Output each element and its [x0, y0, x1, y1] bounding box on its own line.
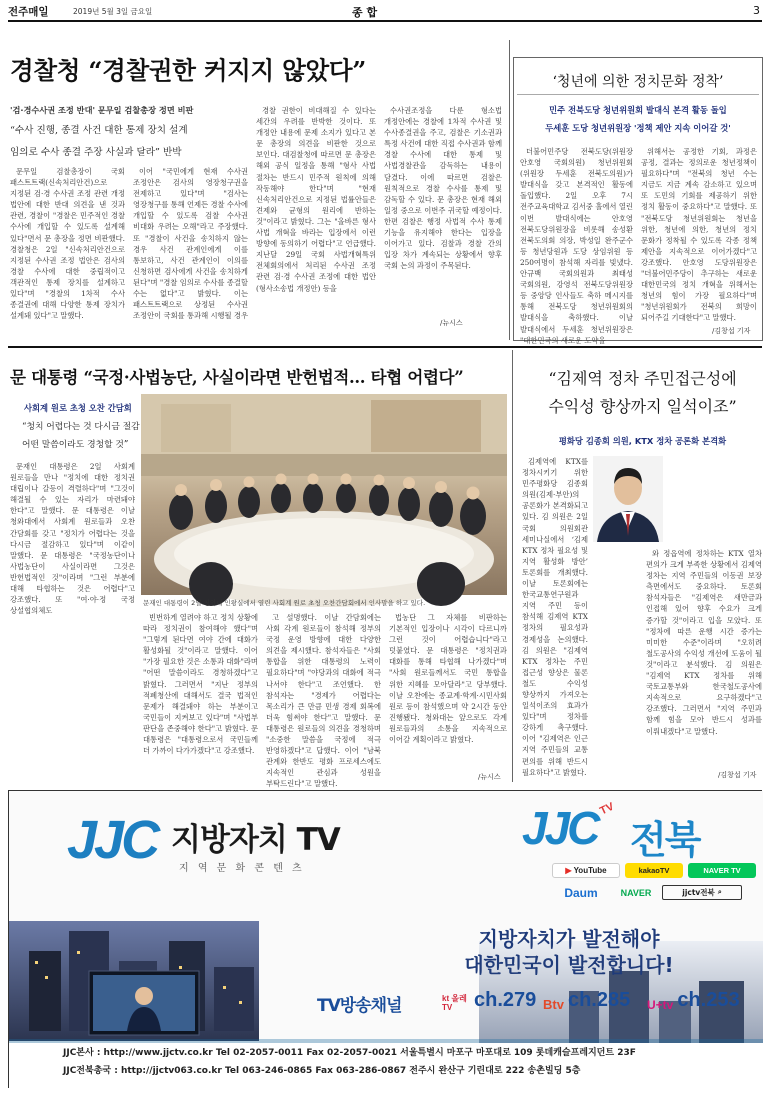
article2-subtitle-1: 민주 전북도당 청년위원회 발대식 본격 활동 돌입 — [549, 105, 727, 115]
article3-kicker: 사회계 원로 초청 오찬 간담회 — [24, 403, 132, 413]
article2-column-2: 위해서는 공정한 기회, 과정은 공정, 결과는 정의로운 청년정책이 필요하다"며 "전북의 청년 수는 지금도 지금 계속 감소하고 있으며 또 도민의 기회를 제공하기 위한 정치 활동이 중요하다"고 말했다. 또 "전북도당 청년위원회는 청년을 위한, 청년에 의한, 청년의 정치 문화가 정착될 수 있도록 각종 정책 제안을 지속적으로 이어가겠다"고 강조했다. 안호영 도당위원장은 "더불어민주당이 추구하는 새로운 대한민국의 정치 개혁을 위해서는 청년의 힘이 가장 필요하다"며 "청년위원회가 전북의 희망이 되어주길 기대한다"고 말했다. — [641, 147, 757, 323]
daum-chip — [552, 884, 610, 901]
daum-label: Daum — [564, 885, 598, 900]
ad-logo-sub: 전북 — [630, 818, 700, 862]
article2-byline: /김창섭 기자 — [712, 327, 751, 335]
article3-photo-caption: 문재인 대통령이 2일 청와대 인왕실에서 열린 사회계 원로 초청 오찬간담회에서 인사말을 하고 있다. — [143, 599, 426, 607]
ad-platform-row-1 — [552, 863, 757, 878]
ad-slogan-2: 대한민국이 발전합니다! — [464, 953, 674, 977]
article2-subtitle-2: 두세훈 도당 청년위원장 '정책 제안 지속 이어갈 것' — [545, 123, 731, 133]
column-divider — [509, 40, 510, 340]
ad-jjc-jeonbuk-logo — [512, 800, 757, 862]
ad-contact-jeonbuk: JJC전북총국 : http://jjctv063.co.kr Tel 063-246-0865 Fax 063-286-0867 전주시 완산구 기린대로 222 송촌빌딩 5층 — [63, 1066, 581, 1076]
naver-label: NAVER — [620, 887, 652, 898]
ad-contact-hq: JJC본사 : http://www.jjctv.co.kr Tel 02-2057-0011 Fax 02-2057-0021 서울특별시 마포구 마포대로 109 롯데캐슬프레지던트 23F — [63, 1048, 636, 1058]
article3-headline: 문 대통령 “국정·사법농단, 사실이라면 반헌법적… 타협 어렵다” — [10, 368, 464, 387]
section-name: 종 합 — [352, 6, 378, 19]
article4-subtitle: 평화당 김종회 의원, KTX 정차 공론화 본격화 — [558, 436, 727, 446]
article2-headline-rule — [517, 94, 759, 95]
youtube-chip — [552, 863, 620, 878]
uplus-channel-number: ch.253 — [677, 989, 740, 1011]
ad-logo-tv: TV — [598, 800, 616, 818]
page-header — [8, 4, 762, 20]
article1-column-4: 수사권조정을 다룬 형소법 개정안에는 경찰에 1차적 수사권 및 수사종결권을 주고, 검찰은 기소권과 특정 사건에 대한 직접 수사권과 함께 경찰 수사에 대한 통제 및 사법경찰관을 감독하는 내용이 담겼다. 이에 따르면 검찰은 원칙적으로 경찰 수사를 통제 및 감독할 수 있다. 문 총장은 현재 해외 일정 중으로 이번주 귀국할 예정이다. 한편 검찰은 행정 사법적 수사 통제 기능을 유지해야 한다는 입장을 이어가고 있다. 검찰과 경찰 간의 입장 차가 계속되는 상황에서 향후 국회 논의 과정이 주목된다. — [384, 106, 502, 271]
article3-column-2: 빈번하게 열려야 하고 정치 상황에 따라 정치권이 참여해야 했다"며 "그렇게 된다면 여야 간에 대화가 활성화될 것"이라고 말했다. 이어 "가장 필요한 것은 소통과 대화"라며 "어떤 말씀이라도 경청하겠다"고 밝혔다. 그러면서 "지난 정부의 적폐청산에 대해서도 결국 법적인 문제가 해결돼야 하는 부분이고 국민들이 지켜보고 있다"며 "사법부 판단을 존중해야 한다"고 밝혔다. 문 대통령은 "대통령으로서 국민들께 더 가까이 다가가겠다"고 강조했다. — [143, 613, 258, 756]
ad-jjc-logo: JJC — [67, 810, 158, 870]
politician-portrait-illustration — [593, 456, 663, 542]
article3-column-4: 법농단 그 자체를 비판하는 기본적인 입장이나 시각이 다르니까 그런 것이 어렵습니다"라고 덧붙였다. 문 대통령은 "정치권과 대화를 통해 타협해 나가겠다"며 "사회 원로들께서도 국민 통합을 위한 지혜를 모아달라"고 당부했다. 이날 오찬에는 종교계·학계·시민사회 원로 등이 참석했으며 약 2시간 동안 진행됐다. 청와대는 앞으로도 각계 원로들과의 소통을 지속적으로 이어갈 계획이라고 밝혔다. — [389, 613, 507, 745]
ad-banner — [8, 790, 762, 1088]
kt-logo: kt 올레TV — [442, 994, 467, 1012]
section-rule-1 — [8, 346, 762, 348]
kakaotv-label: kakaoTV — [638, 866, 670, 875]
navertv-label: NAVER TV — [703, 866, 741, 875]
article3-column-1: 문재인 대통령은 2일 사회계 원로들을 만나 "정치에 대한 정치권 대립이나 갈등이 격렬하다"며 "그것이 해결될 수 있는 자리가 마련돼야 한다"고 말했다. 문 대통령은 이날 청와대에서 사회계 원로들과 오찬 간담회를 갖고 "정치가 어렵다는 것을 다시금 절감하고 있다"며 이같이 말했다. 문 대통령은 "국정농단이나 사법농단이 사실이라면 그것은 반헌법적인 것"이라며 "그런 부분에 대해 타협하는 것은 어렵다"고 강조했다. 또 "여·야·정 국정 상설협의체도 — [10, 462, 135, 616]
article4-column-1-cont — [522, 548, 638, 780]
ad-platform-row-2 — [552, 884, 757, 901]
article3-subtitle-1: “청치 어렵다는 것 다시금 절감 — [22, 422, 140, 432]
article1-byline: /뉴시스 — [440, 319, 463, 327]
btv-channel-number: ch.285 — [567, 989, 631, 1011]
paper-name: 전주매일 — [8, 6, 49, 18]
article1-subtitle-1: “수사 진행, 종결 사건 대한 통제 장치 설계 — [10, 125, 188, 136]
ad-title: 지방자치 TV — [171, 822, 340, 858]
ad-logo-main: JJC — [522, 802, 598, 854]
column-divider-2 — [512, 350, 513, 782]
youtube-label: YouTube — [573, 866, 607, 875]
ad-tagline: 지 역 문 화 콘 텐 츠 — [179, 863, 305, 874]
header-rule — [8, 20, 762, 22]
article3-photo — [141, 394, 507, 595]
jjctv-label: jjctv전북 — [682, 888, 715, 897]
article3-column-3: 고 설명했다. 이날 간담회에는 사회 각계 원로들이 참석해 정부의 국정 운영 방향에 대한 다양한 의견을 제시했다. 참석자들은 "사회 통합을 위한 대통령의 노력이 필요하다"며 "야당과의 대화에 적극 나서야 한다"고 조언했다. 한 참석자는 "경제가 어렵다는 목소리가 큰 만큼 민생 경제 회복에 더욱 힘써야 한다"고 말했다. 문 대통령은 원로들의 의견을 경청하며 "소중한 말씀을 국정에 적극 반영하겠다"고 답했다. 이어 "남북 관계와 한반도 평화 프로세스에도 지속적인 관심과 성원을 부탁드린다"고 말했다. — [266, 613, 381, 789]
article2-headline: ‘청년에 의한 정치문화 정착’ — [552, 74, 724, 90]
uplus-logo: U+tv — [647, 998, 674, 1012]
article1-column-1: 문무일 검찰총장이 국회 패스트트랙(신속처리안건)으로 지정된 검·경 수사권 조정 관련 개정 법안에 대한 반대 의견을 낸 것과 관련, 경찰이 "경찰은 민주적인 경찰 수사에 개입할 수 있도록 설계해 있다"면서 문 총장을 정면 비판했다. 경찰청은 2일 "신속처리안건으로 지정된 수사권 조정 법안은 검사의 경찰 수사에 대한 중립적이고 객관적인 통제 장치를 설계하고 있다"며 "경찰의 1차적 수사 종결권에 대해 다양한 통제 장치가 설계돼 있다"고 말했다. — [10, 167, 125, 321]
kt-channel-number: ch.279 — [474, 989, 537, 1011]
article4-byline: /김창섭 기자 — [718, 771, 757, 779]
article4-portrait — [593, 456, 663, 542]
btv-logo: Btv — [543, 997, 564, 1012]
article4-headline-line-1: “김제역 정차 주민접근성에 — [548, 369, 737, 388]
article4-column-2: 와 정읍역에 정차하는 KTX 열차 편의가 크게 부족한 상황에서 김제역 정차는 지역 주민들의 이동권 보장 측면에서도 중요하다. 토론회 참석자들은 "김제역은 새만금과 인접해 있어 향후 수요가 크게 증가할 것"이라고 입을 모았다. 또 "정차에 따른 운행 시간 증가는 미미한 수준"이라며 "오히려 철도공사의 수익성 개선에 도움이 될 것"이라고 분석했다. 김 의원은 "김제역 KTX 정차를 위해 국토교통부와 한국철도공사에 지속적으로 요구하겠다"고 강조했다. 그러면서 "지역 주민과 함께 힘을 모아 반드시 성과를 이뤄내겠다"고 말했다. — [646, 549, 762, 736]
kakaotv-chip — [625, 863, 683, 878]
meeting-photo-illustration — [141, 394, 507, 595]
ad-channel-kt — [442, 989, 536, 1012]
naver-chip — [615, 885, 657, 900]
article4-headline-line-2: 수익성 향상까지 일석이조” — [548, 397, 737, 416]
article3-byline: /뉴시스 — [478, 773, 501, 781]
issue-date: 2019년 5월 3일 금요일 — [73, 7, 153, 16]
search-icon: ⌕ — [717, 888, 722, 896]
ad-channel-uplus — [647, 989, 740, 1012]
article1-headline: 경찰청 “경찰권한 커지지 않았다” — [10, 56, 367, 85]
youtube-play-icon: ▶ — [565, 866, 572, 875]
ad-channel-btv — [543, 989, 630, 1012]
jjctv-chip — [662, 885, 742, 900]
article2-column-1: 더불어민주당 전북도당(위원장 안호영 국회의원) 청년위원회(위원장 두세훈 전북도의원)가 발대식을 갖고 본격적인 활동에 돌입했다. 2일 오후 7시 전주교육대학교 김서중 홀에서 열린 이번 발대식에는 안호영 전북도당위원장을 비롯해 송성환 전북도의회 의장, 박성일 완주군수 등 청년당원과 도당 상임위원 등 250여명이 참석해 자리를 빛냈다. 안규백 국회의원과 최태성 국회의원, 강영석 전북도당위원장 등 중앙당 인사들도 축하 메시지를 통해 전북도당 청년위원회의 발대식을 축하했다. 이날 발대식에서 두세훈 청년위원장은 "대한민국의 새로운 도약을 — [520, 147, 633, 345]
article3-subtitle-2: 어떤 말씀이라도 경청할 것” — [22, 440, 129, 450]
article1-column-2: 이어 "국민에게 현재 수사권 조정안은 검사의 영장청구권을 전제하고 있다"며 "검사는 영장청구를 통해 언제든 경찰 수사에 개입할 수 있도록 검찰 수사권 비대화 우려는 오해"라고 주장했다. 또 "경찰이 사건을 송치하지 않는 경우 사건 관계인에게 이를 통보하고, 사건 관계인이 이의를 신청하면 검사에게 사건을 송치하게 된다"며 "경찰 임의로 수사를 종결할 수는 없다"고 밝혔다. 이는 패스트트랙으로 상정된 수사권 조정안이 국회를 통과해 시행될 경우 — [133, 167, 249, 321]
page-number: 3 — [753, 4, 760, 17]
article1-kicker: '검·경수사권 조정 반대' 문무일 검찰총장 정면 비판 — [10, 105, 194, 115]
ad-slogan-1: 지방자치가 발전해야 — [478, 927, 660, 951]
navertv-chip — [688, 863, 756, 878]
ad-channel-label: TV방송채널 — [317, 996, 402, 1016]
article1-column-3: 경찰 권한이 비대해질 수 있다는 세간의 우려를 반박한 것이다. 또 개정안 내용에 문제 소지가 있다고 본 문 총장의 의견을 비판한 것으로 보인다. 대검찰청에 따르면 문 총장은 해외 공식 일정을 통해 "형사 사법 절차는 반드시 민주적 원칙에 의해 작동해야 한다"며 "현재 신속처리안건으로 지정된 법률안들은 견제와 균형의 원리에 반하는 것"이라고 밝혔다. 그는 "올바른 형사 사법 개혁을 바라는 입장에서 이런 방향에 동의하기 어렵다"고 언급했다. 지난달 29일 국회 사법개혁특위 전체회의에서 처리된 수사권 조정 관련 검·경 수사권 조정에 대한 법안(형사소송법 개정안) 등을 — [256, 106, 376, 293]
article1-subtitle-2: 임의로 수사 종결 주장 사실과 달라” 반박 — [10, 147, 182, 158]
article4-column-1: 김제역에 KTX를 정차시키기 위한 민주평화당 김종회 의원(김제·부안)의 공론화가 본격화되고 있다. 김 의원은 2일 국회 의원회관 세미나실에서 ‘김제 KTX 정차 필요성 및 지역 활성화 방안’ 토론회를 개최했다. 이날 토론회에는 한국교통연구원과 지역 주민 등이 참석해 김제역 KTX 정차의 필요성과 경제성을 논의했다. 김 의원은 "김제역 KTX 정차는 주민 접근성 향상은 물론 철도 수익성 향상까지 가져오는 일석이조의 효과가 있다"며 정차를 강하게 촉구했다. 이어 "김제역은 인근 지역 주민들의 교통 편의를 위해 반드시 필요하다"고 밝혔다. — [522, 457, 588, 777]
